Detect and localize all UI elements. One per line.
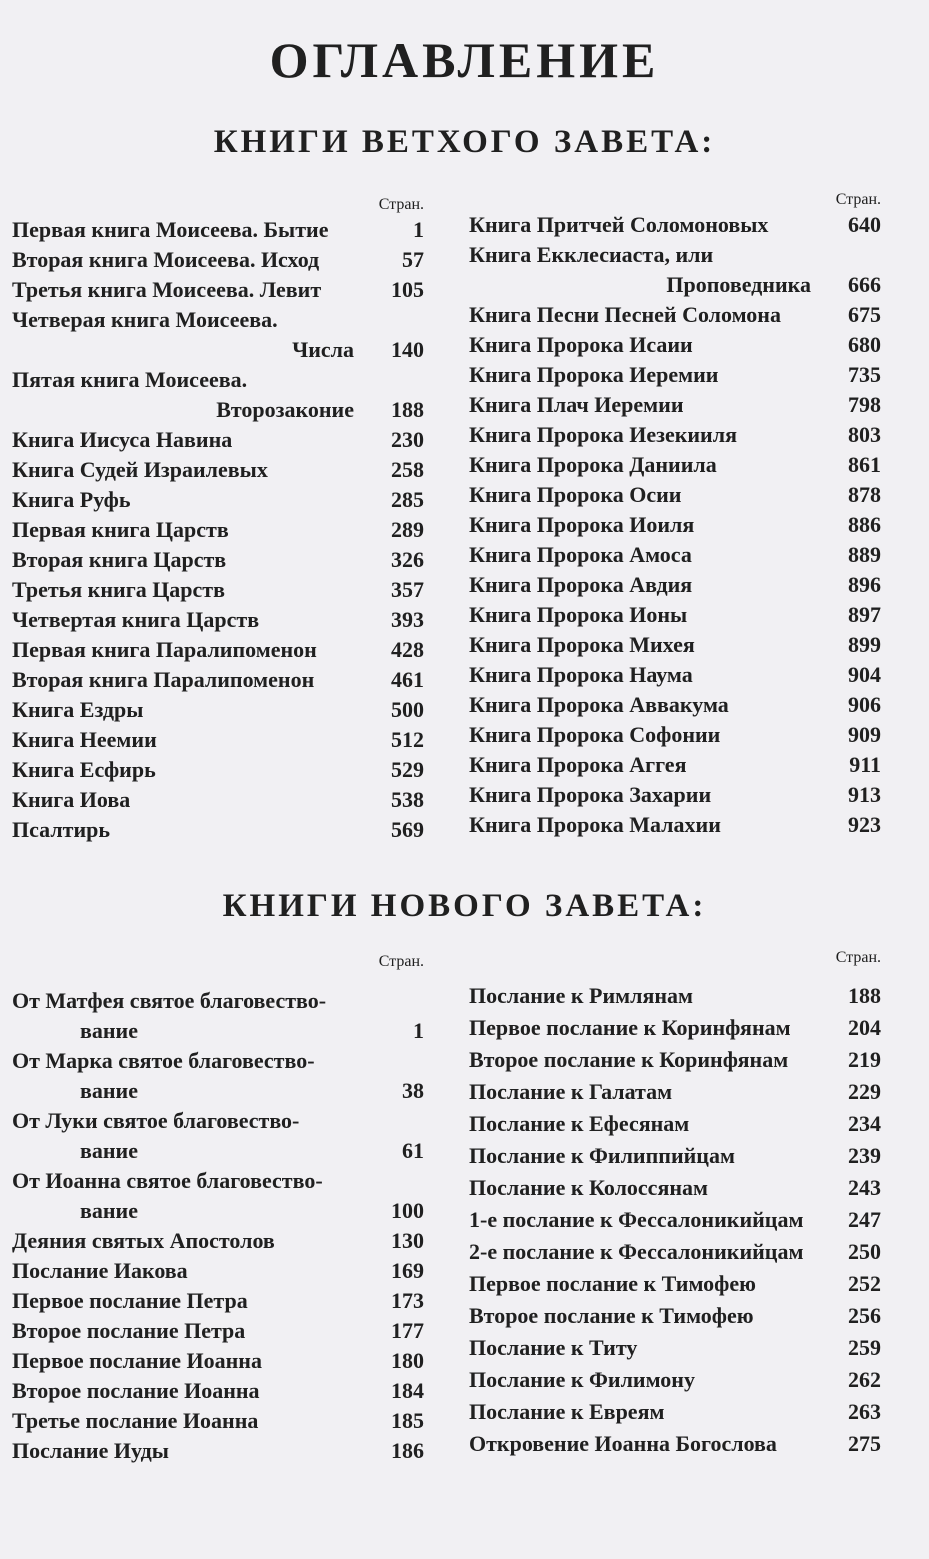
toc-entry	[469, 1140, 881, 1172]
entry-page-number: 906	[848, 692, 881, 717]
entry-page-number: 886	[848, 512, 881, 537]
entry-page-number: 258	[391, 457, 424, 482]
entry-page-number: 889	[848, 542, 881, 567]
toc-entry	[12, 605, 424, 635]
entry-title: Второе послание к Тимофею	[469, 1303, 754, 1328]
entry-title: Второе послание Иоанна	[12, 1378, 260, 1403]
toc-entry	[12, 575, 424, 605]
entry-title: Третья книга Царств	[12, 577, 225, 602]
entry-page-number: 262	[848, 1367, 881, 1392]
entry-page-number: 230	[391, 427, 424, 452]
entry-title: Послание к Филимону	[469, 1367, 695, 1392]
entry-page-number: 393	[391, 607, 424, 632]
toc-entry	[12, 1346, 424, 1376]
toc-entry	[12, 1286, 424, 1316]
toc-entry	[469, 600, 881, 630]
entry-page-number: 259	[848, 1335, 881, 1360]
entry-page-number: 229	[848, 1079, 881, 1104]
entry-title: Первая книга Паралипоменон	[12, 637, 317, 662]
entry-page-number: 569	[391, 817, 424, 842]
entry-title: Второе послание к Коринфянам	[469, 1047, 789, 1072]
toc-entry	[469, 390, 881, 420]
toc-entry	[12, 785, 424, 815]
entry-title: От Иоанна святое благовество-	[12, 1168, 323, 1193]
entry-title: Книга Есфирь	[12, 757, 156, 782]
entry-page-number: 289	[391, 517, 424, 542]
toc-entry	[12, 275, 424, 305]
toc-entry	[12, 1046, 424, 1106]
entry-title: От Матфея святое благовество-	[12, 988, 327, 1013]
entry-title: Книга Пророка Малахии	[469, 812, 721, 837]
entry-title: Послание к Титу	[469, 1335, 638, 1360]
entry-title: Книга Песни Песней Соломона	[469, 302, 781, 327]
toc-entry	[12, 695, 424, 725]
entry-title: 1-е послание к Фессалоникийцам	[469, 1207, 804, 1232]
entry-page-number: 250	[848, 1239, 881, 1264]
entry-page-number: 100	[391, 1198, 424, 1223]
entry-title-continued: вание	[80, 1078, 138, 1103]
entry-page-number: 1	[413, 217, 424, 242]
toc-entry	[469, 570, 881, 600]
entry-title: Послание Иуды	[12, 1438, 169, 1463]
entry-title: Послание к Ефесянам	[469, 1111, 690, 1136]
entry-page-number: 180	[391, 1348, 424, 1373]
entry-page-number: 428	[391, 637, 424, 662]
entry-title: Книга Иова	[12, 787, 131, 812]
toc-entry	[12, 215, 424, 245]
toc-entry	[469, 510, 881, 540]
entry-title: Вторая книга Паралипоменон	[12, 667, 315, 692]
toc-entry	[12, 1436, 424, 1466]
toc-entry	[12, 665, 424, 695]
toc-entry	[469, 1428, 881, 1460]
entry-page-number: 263	[848, 1399, 881, 1424]
ot-left-column	[12, 195, 424, 845]
entry-page-number: 357	[391, 577, 424, 602]
entry-title-continued: вание	[80, 1138, 138, 1163]
nt-heading: КНИГИ НОВОГО ЗАВЕТА:	[222, 888, 707, 924]
entry-title: Послание Иакова	[12, 1258, 188, 1283]
entry-title: Деяния святых Апостолов	[12, 1228, 275, 1253]
entry-page-number: 186	[391, 1438, 424, 1463]
toc-entry	[469, 1012, 881, 1044]
toc-entry	[12, 1256, 424, 1286]
column-label: Стран.	[835, 191, 881, 208]
entry-page-number: 896	[848, 572, 881, 597]
entry-title: Послание к Римлянам	[469, 983, 694, 1008]
entry-title: Вторая книга Моисеева. Исход	[12, 247, 320, 272]
column-label: Стран.	[378, 953, 424, 970]
entry-page-number: 529	[391, 757, 424, 782]
entry-title: Книга Пророка Иеремии	[469, 362, 719, 387]
entry-title: Первое послание к Тимофею	[469, 1271, 756, 1296]
entry-page-number: 461	[391, 667, 424, 692]
toc-entry	[469, 660, 881, 690]
entry-page-number: 130	[391, 1228, 424, 1253]
column-label: Стран.	[835, 949, 881, 966]
toc-entry	[469, 1396, 881, 1428]
entry-title: Первая книга Моисеева. Бытие	[12, 217, 329, 242]
entry-page-number: 1	[413, 1018, 424, 1043]
entry-title: Книга Пророка Наума	[469, 662, 693, 687]
entry-title-continued: Числа	[292, 337, 354, 362]
entry-page-number: 735	[848, 362, 881, 387]
toc-entry	[12, 245, 424, 275]
entry-title: Первое послание Иоанна	[12, 1348, 262, 1373]
entry-title-continued: вание	[80, 1018, 138, 1043]
nt-left-column	[12, 952, 424, 1466]
entry-title: Книга Иисуса Навина	[12, 427, 233, 452]
toc-entry	[469, 240, 881, 300]
toc-entry	[469, 750, 881, 780]
entry-title: Книга Неемии	[12, 727, 157, 752]
toc-entry	[12, 815, 424, 845]
entry-page-number: 247	[848, 1207, 881, 1232]
entry-page-number: 204	[848, 1015, 881, 1040]
entry-title: Книга Ездры	[12, 697, 144, 722]
entry-title: Книга Пророка Аввакума	[469, 692, 729, 717]
entry-page-number: 904	[848, 662, 881, 687]
entry-page-number: 675	[848, 302, 881, 327]
entry-title: Четвертая книга Царств	[12, 607, 260, 632]
entry-page-number: 177	[391, 1318, 424, 1343]
entry-page-number: 38	[402, 1078, 424, 1103]
toc-entry	[12, 1406, 424, 1436]
toc-entry	[469, 980, 881, 1012]
entry-page-number: 861	[848, 452, 881, 477]
entry-page-number: 256	[848, 1303, 881, 1328]
entry-title: Первое послание к Коринфянам	[469, 1015, 791, 1040]
toc-entry	[12, 635, 424, 665]
entry-title: Книга Притчей Соломоновых	[469, 212, 769, 237]
entry-page-number: 140	[391, 337, 424, 362]
entry-title: Книга Судей Израилевых	[12, 457, 268, 482]
toc-entry	[469, 1076, 881, 1108]
toc-entry	[12, 425, 424, 455]
entry-page-number: 680	[848, 332, 881, 357]
entry-title: Четверая книга Моисеева.	[12, 307, 278, 332]
toc-entry	[12, 485, 424, 515]
page-title: ОГЛАВЛЕНИЕ	[269, 32, 660, 88]
entry-page-number: 666	[848, 272, 881, 297]
entry-page-number: 239	[848, 1143, 881, 1168]
entry-page-number: 913	[848, 782, 881, 807]
toc-entry	[469, 690, 881, 720]
entry-page-number: 188	[391, 397, 424, 422]
entry-page-number: 169	[391, 1258, 424, 1283]
entry-title: Вторая книга Царств	[12, 547, 227, 572]
toc-entry	[12, 986, 424, 1046]
entry-page-number: 909	[848, 722, 881, 747]
entry-page-number: 878	[848, 482, 881, 507]
toc-entry	[469, 420, 881, 450]
entry-title: Второе послание Петра	[12, 1318, 246, 1343]
entry-page-number: 899	[848, 632, 881, 657]
entry-title: Послание к Колоссянам	[469, 1175, 709, 1200]
toc-entry	[469, 1300, 881, 1332]
entry-title: Книга Пророка Иоиля	[469, 512, 695, 537]
ot-right-column	[469, 190, 881, 840]
toc-entry	[469, 780, 881, 810]
entry-page-number: 184	[391, 1378, 424, 1403]
entry-title: Книга Пророка Аггея	[469, 752, 687, 777]
toc-entry	[12, 545, 424, 575]
entry-title: Книга Пророка Осии	[469, 482, 682, 507]
entry-page-number: 897	[848, 602, 881, 627]
entry-page-number: 512	[391, 727, 424, 752]
entry-title: Послание к Галатам	[469, 1079, 673, 1104]
entry-title: Книга Плач Иеремии	[469, 392, 684, 417]
toc-entry	[12, 455, 424, 485]
toc-entry	[469, 450, 881, 480]
entry-title: Псалтирь	[12, 817, 111, 842]
entry-title: Первая книга Царств	[12, 517, 229, 542]
entry-page-number: 911	[849, 752, 881, 777]
toc-entry	[469, 1236, 881, 1268]
entry-title: Книга Екклесиаста, или	[469, 242, 714, 267]
entry-page-number: 538	[391, 787, 424, 812]
entry-title: Книга Пророка Амоса	[469, 542, 692, 567]
entry-page-number: 188	[848, 983, 881, 1008]
entry-page-number: 219	[848, 1047, 881, 1072]
entry-title-continued: вание	[80, 1198, 138, 1223]
entry-page-number: 57	[402, 247, 424, 272]
toc-entry	[469, 480, 881, 510]
entry-page-number: 803	[848, 422, 881, 447]
entry-title: Книга Пророка Захарии	[469, 782, 712, 807]
entry-page-number: 105	[391, 277, 424, 302]
toc-entry	[469, 300, 881, 330]
entry-title: 2-е послание к Фессалоникийцам	[469, 1239, 804, 1264]
entry-title: Послание к Евреям	[469, 1399, 665, 1424]
entry-title: Третья книга Моисеева. Левит	[12, 277, 322, 302]
entry-title: Третье послание Иоанна	[12, 1408, 259, 1433]
toc-entry	[469, 810, 881, 840]
toc-entry	[12, 1226, 424, 1256]
toc-entry	[12, 365, 424, 425]
toc-entry	[469, 210, 881, 240]
toc-entry	[469, 330, 881, 360]
toc-entry	[469, 540, 881, 570]
entry-title: Книга Пророка Михея	[469, 632, 695, 657]
entry-title: Книга Пророка Исаии	[469, 332, 693, 357]
toc-entry	[12, 305, 424, 365]
entry-title: Книга Пророка Даниила	[469, 452, 717, 477]
toc-entry	[12, 1106, 424, 1166]
entry-title: Откровение Иоанна Богослова	[469, 1431, 777, 1456]
entry-page-number: 326	[391, 547, 424, 572]
entry-page-number: 252	[848, 1271, 881, 1296]
entry-title-continued: Проповедника	[666, 272, 811, 297]
entry-page-number: 285	[391, 487, 424, 512]
entry-title: Послание к Филиппийцам	[469, 1143, 735, 1168]
entry-title: Книга Пророка Софонии	[469, 722, 721, 747]
toc-entry	[469, 1332, 881, 1364]
entry-title: Книга Пророка Иезекииля	[469, 422, 737, 447]
toc-entry	[469, 1108, 881, 1140]
toc-entry	[12, 755, 424, 785]
entry-title: Книга Руфь	[12, 487, 131, 512]
entry-page-number: 500	[391, 697, 424, 722]
toc-entry	[12, 1166, 424, 1226]
toc-entry	[469, 360, 881, 390]
toc-entry	[469, 1364, 881, 1396]
entry-page-number: 173	[391, 1288, 424, 1313]
toc-entry	[469, 630, 881, 660]
toc-entry	[12, 725, 424, 755]
toc-entry	[12, 515, 424, 545]
column-label: Стран.	[378, 196, 424, 213]
entry-page-number: 798	[848, 392, 881, 417]
entry-page-number: 185	[391, 1408, 424, 1433]
toc-entry	[469, 1204, 881, 1236]
toc-entry	[469, 1268, 881, 1300]
entry-title: От Марка святое благовество-	[12, 1048, 315, 1073]
toc-entry	[12, 1376, 424, 1406]
entry-page-number: 923	[848, 812, 881, 837]
entry-page-number: 234	[848, 1111, 881, 1136]
toc-entry	[12, 1316, 424, 1346]
entry-title-continued: Второзаконие	[216, 397, 354, 422]
toc-entry	[469, 1172, 881, 1204]
entry-title: Книга Пророка Ионы	[469, 602, 688, 627]
entry-title: От Луки святое благовество-	[12, 1108, 300, 1133]
entry-page-number: 243	[848, 1175, 881, 1200]
ot-heading: КНИГИ ВЕТХОГО ЗАВЕТА:	[213, 124, 716, 160]
entry-title: Книга Пророка Авдия	[469, 572, 693, 597]
toc-entry	[469, 1044, 881, 1076]
entry-page-number: 275	[848, 1431, 881, 1456]
entry-title: Первое послание Петра	[12, 1288, 248, 1313]
entry-page-number: 61	[402, 1138, 424, 1163]
entry-title: Пятая книга Моисеева.	[12, 367, 248, 392]
nt-right-column	[469, 948, 881, 1460]
entry-page-number: 640	[848, 212, 881, 237]
toc-entry	[469, 720, 881, 750]
